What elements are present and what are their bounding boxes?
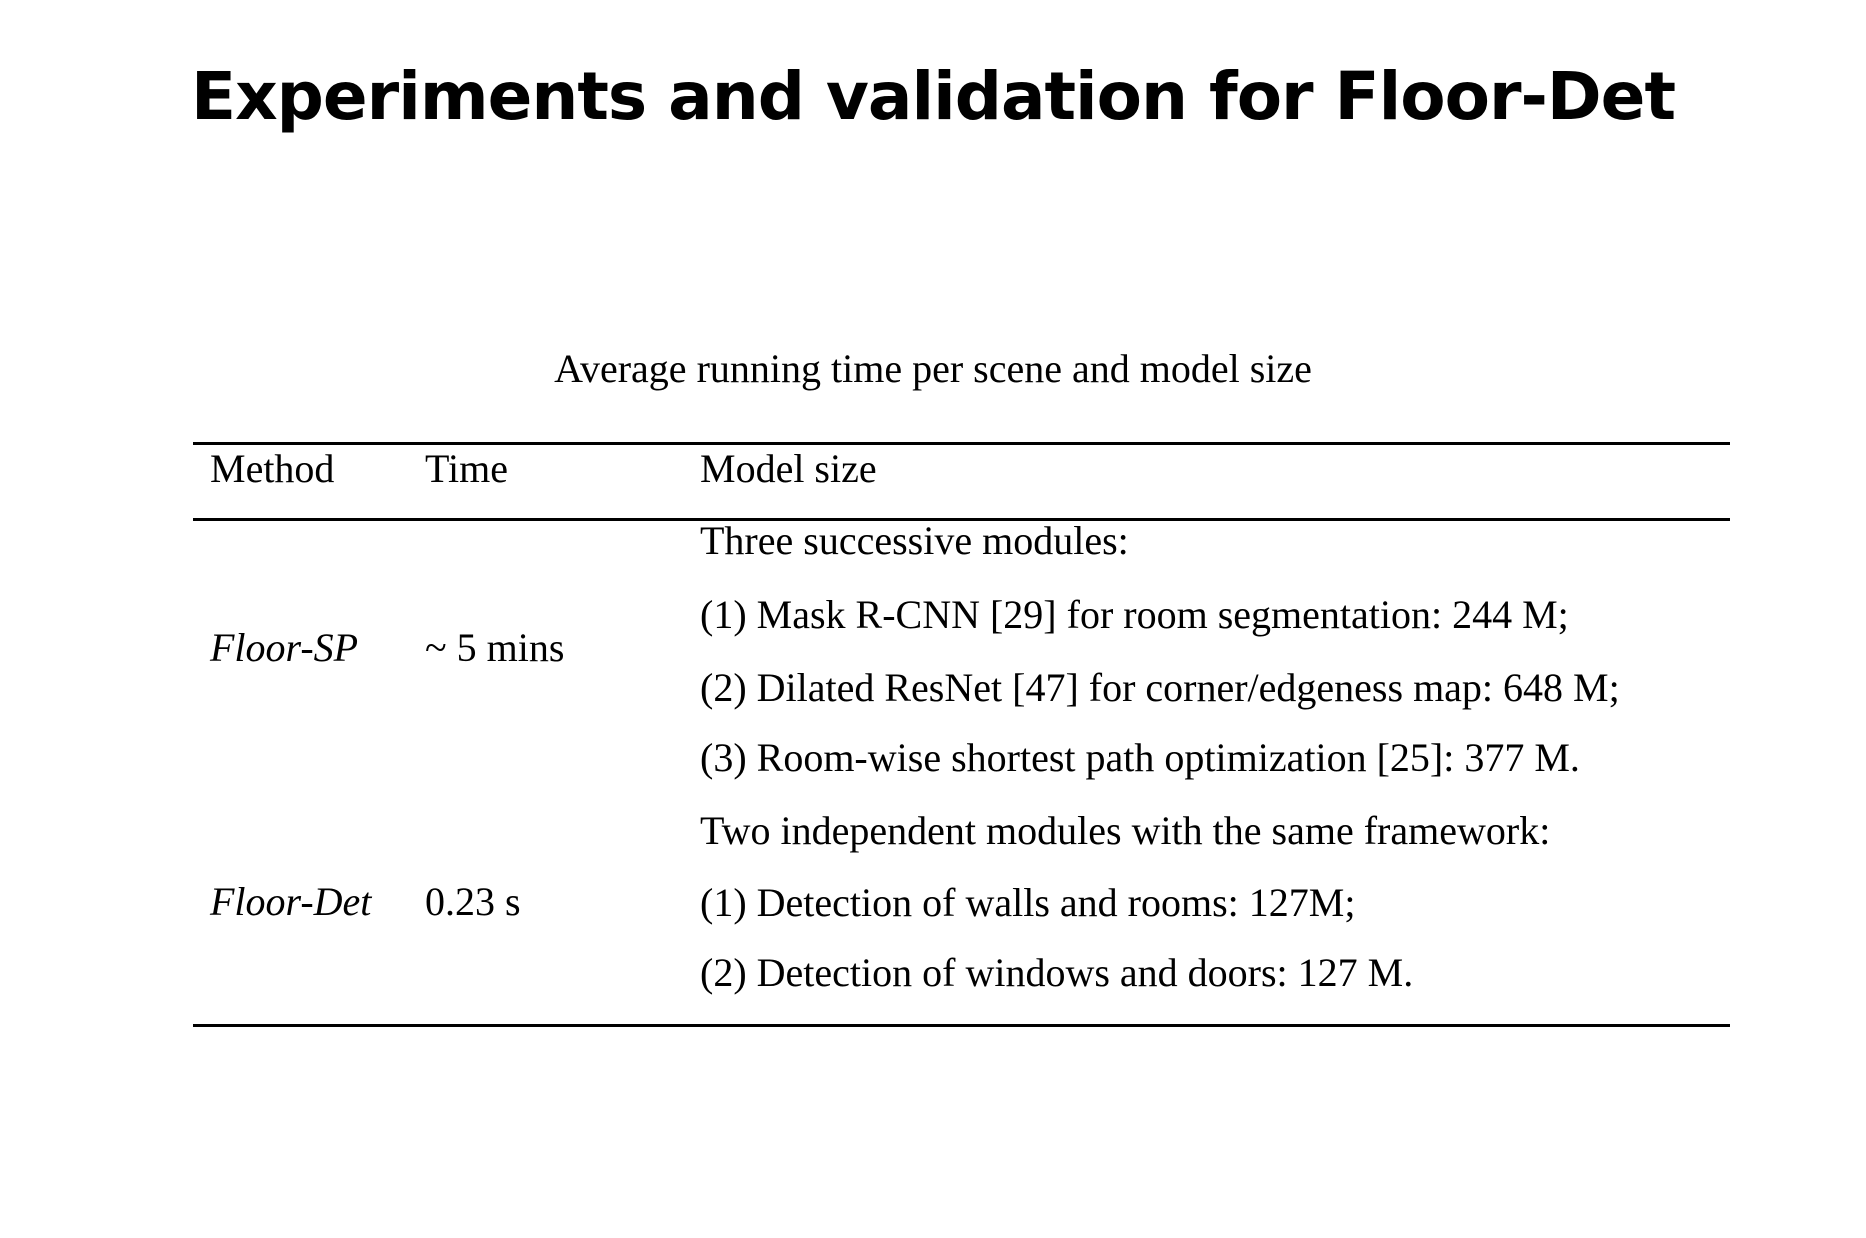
row-floor-sp-size-line-1: (1) Mask R-CNN [29] for room segmentation: 244 M; <box>700 592 1569 637</box>
table-top-rule <box>193 442 1730 445</box>
slide-title: Experiments and validation for Floor-Det <box>191 58 1675 135</box>
row-floor-det-method: Floor-Det <box>210 879 372 924</box>
row-floor-sp-size-line-3: (3) Room-wise shortest path optimization [25]: 377 M. <box>700 735 1580 780</box>
row-floor-sp-time: ~ 5 mins <box>425 625 565 670</box>
header-time: Time <box>425 446 509 491</box>
row-floor-det-size-line-1: (1) Detection of walls and rooms: 127M; <box>700 880 1356 925</box>
row-floor-sp-size-line-2: (2) Dilated ResNet [47] for corner/edgeness map: 648 M; <box>700 665 1620 710</box>
row-floor-det-size-line-0: Two independent modules with the same framework: <box>700 808 1551 853</box>
table-bottom-rule <box>193 1024 1730 1027</box>
table-caption: Average running time per scene and model size <box>554 346 1312 391</box>
header-model-size: Model size <box>700 446 877 491</box>
row-floor-det-time: 0.23 s <box>425 879 521 924</box>
row-floor-sp-size-line-0: Three successive modules: <box>700 518 1129 563</box>
header-method: Method <box>210 446 335 491</box>
row-floor-sp-method: Floor-SP <box>210 625 359 670</box>
row-floor-det-size-line-2: (2) Detection of windows and doors: 127 M. <box>700 950 1414 995</box>
